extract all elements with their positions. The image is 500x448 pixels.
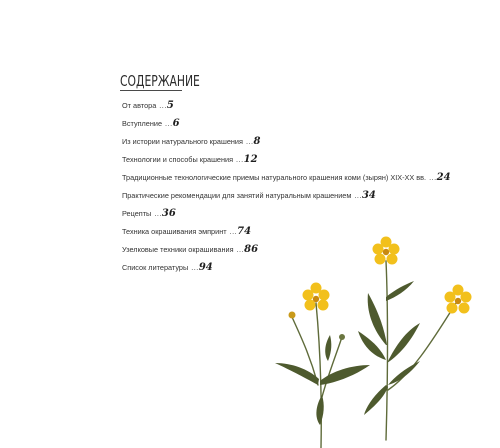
toc-item[interactable] [122, 190, 451, 208]
toc-item[interactable] [122, 172, 451, 190]
toc-item-dots: ... [191, 263, 199, 272]
toc-item-page: 36 [161, 208, 176, 219]
toc-item-dots: ... [245, 137, 254, 146]
toc-item-page: 94 [198, 262, 213, 273]
buttercup-flowers-illustration [270, 235, 500, 448]
toc-item-page: 24 [436, 172, 451, 183]
toc-item-title: Узелковые техники окрашивания [122, 245, 234, 254]
toc-item-title: Список литературы [122, 263, 189, 272]
buttercup-flower [445, 285, 472, 314]
toc-item-dots: ... [165, 119, 173, 128]
toc-item-dots: ... [354, 191, 362, 200]
toc-item-page: 8 [253, 136, 261, 147]
toc-item-title: Технологии и способы крашения [122, 155, 234, 164]
toc-item-dots: ... [236, 245, 245, 254]
toc-item-dots: ... [236, 155, 244, 164]
toc-item[interactable] [122, 118, 451, 136]
flower-leaves [275, 281, 420, 425]
toc-heading: СОДЕРЖАНИЕ [120, 72, 200, 90]
toc-item-title: Традиционные технологические приемы натурального крашения коми (зырян) XIX-XX вв. [122, 173, 427, 182]
toc-item-page: 12 [243, 154, 258, 165]
toc-item[interactable] [122, 136, 451, 154]
toc-item[interactable] [122, 100, 451, 118]
toc-item-title: Рецепты [122, 209, 152, 218]
toc-item-page: 34 [361, 190, 376, 201]
toc-item-dots: ... [159, 101, 167, 110]
toc-heading-underline [120, 90, 182, 91]
toc-item-dots: ... [429, 173, 437, 182]
toc-item-title: Вступление [122, 119, 163, 128]
toc-item[interactable] [122, 208, 451, 226]
toc-item-page: 74 [237, 226, 252, 237]
toc-item-page: 86 [244, 244, 259, 255]
buttercup-flower [373, 237, 400, 265]
toc-item-title: Практические рекомендации для занятий натуральным крашением [122, 191, 352, 200]
toc-item-title: Из истории натурального крашения [122, 137, 243, 146]
toc-item-dots: ... [229, 227, 238, 236]
toc-item-title: От автора [122, 101, 157, 110]
toc-item[interactable] [122, 154, 451, 172]
toc-item-page: 5 [166, 100, 174, 111]
toc-item-page: 6 [172, 118, 180, 129]
toc-item-title: Техника окрашивания эмпринт [122, 227, 227, 236]
toc-item-dots: ... [154, 209, 162, 218]
